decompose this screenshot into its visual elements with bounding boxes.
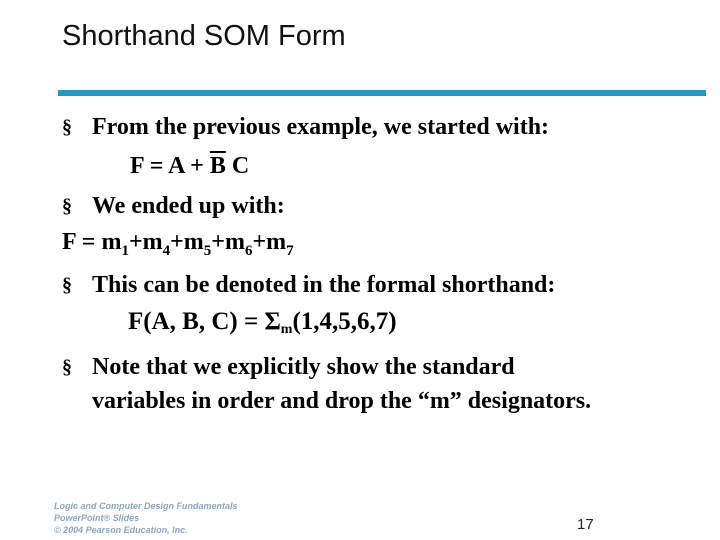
- bullet-3: [62, 268, 555, 302]
- shorthand-equation: F(A, B, $C) = \Sigma_m(1,4,5,6,7)$: [128, 308, 397, 337]
- slide-title: Shorthand SOM Form: [62, 20, 346, 52]
- bullet-1-text: From the previous example, we started with:: [92, 114, 550, 140]
- page-number: 17: [577, 516, 594, 533]
- bullet-marker: §: [62, 274, 72, 296]
- complemented-variable: $\overline{B}$: [209, 153, 226, 179]
- bullet-2-text: We ended up with:: [92, 193, 285, 219]
- bullet-marker: §: [62, 356, 72, 378]
- bullet-4-text: Note that we explicitly show the standard variables in order and drop the “m” designators.: [92, 354, 592, 414]
- publisher-logo: Logic and Computer Design Fundamentals PowerPoint® Slides © 2004 Pearson Education, Inc.: [54, 501, 238, 535]
- bullet-1: [62, 110, 549, 144]
- equation-start: $F = A + \overline{B}$ C: [130, 153, 250, 179]
- bullet-4: [62, 350, 612, 418]
- bullet-marker: §: [62, 116, 72, 138]
- bullet-2: [62, 189, 285, 223]
- bullet-3-text: This can be denoted in the formal shorthand:: [92, 272, 556, 298]
- bullet-marker: §: [62, 195, 72, 217]
- title-divider: [58, 90, 706, 96]
- minterm-equation: $F = m_1+m_4+m_5+m_6+m_7$: [62, 229, 294, 259]
